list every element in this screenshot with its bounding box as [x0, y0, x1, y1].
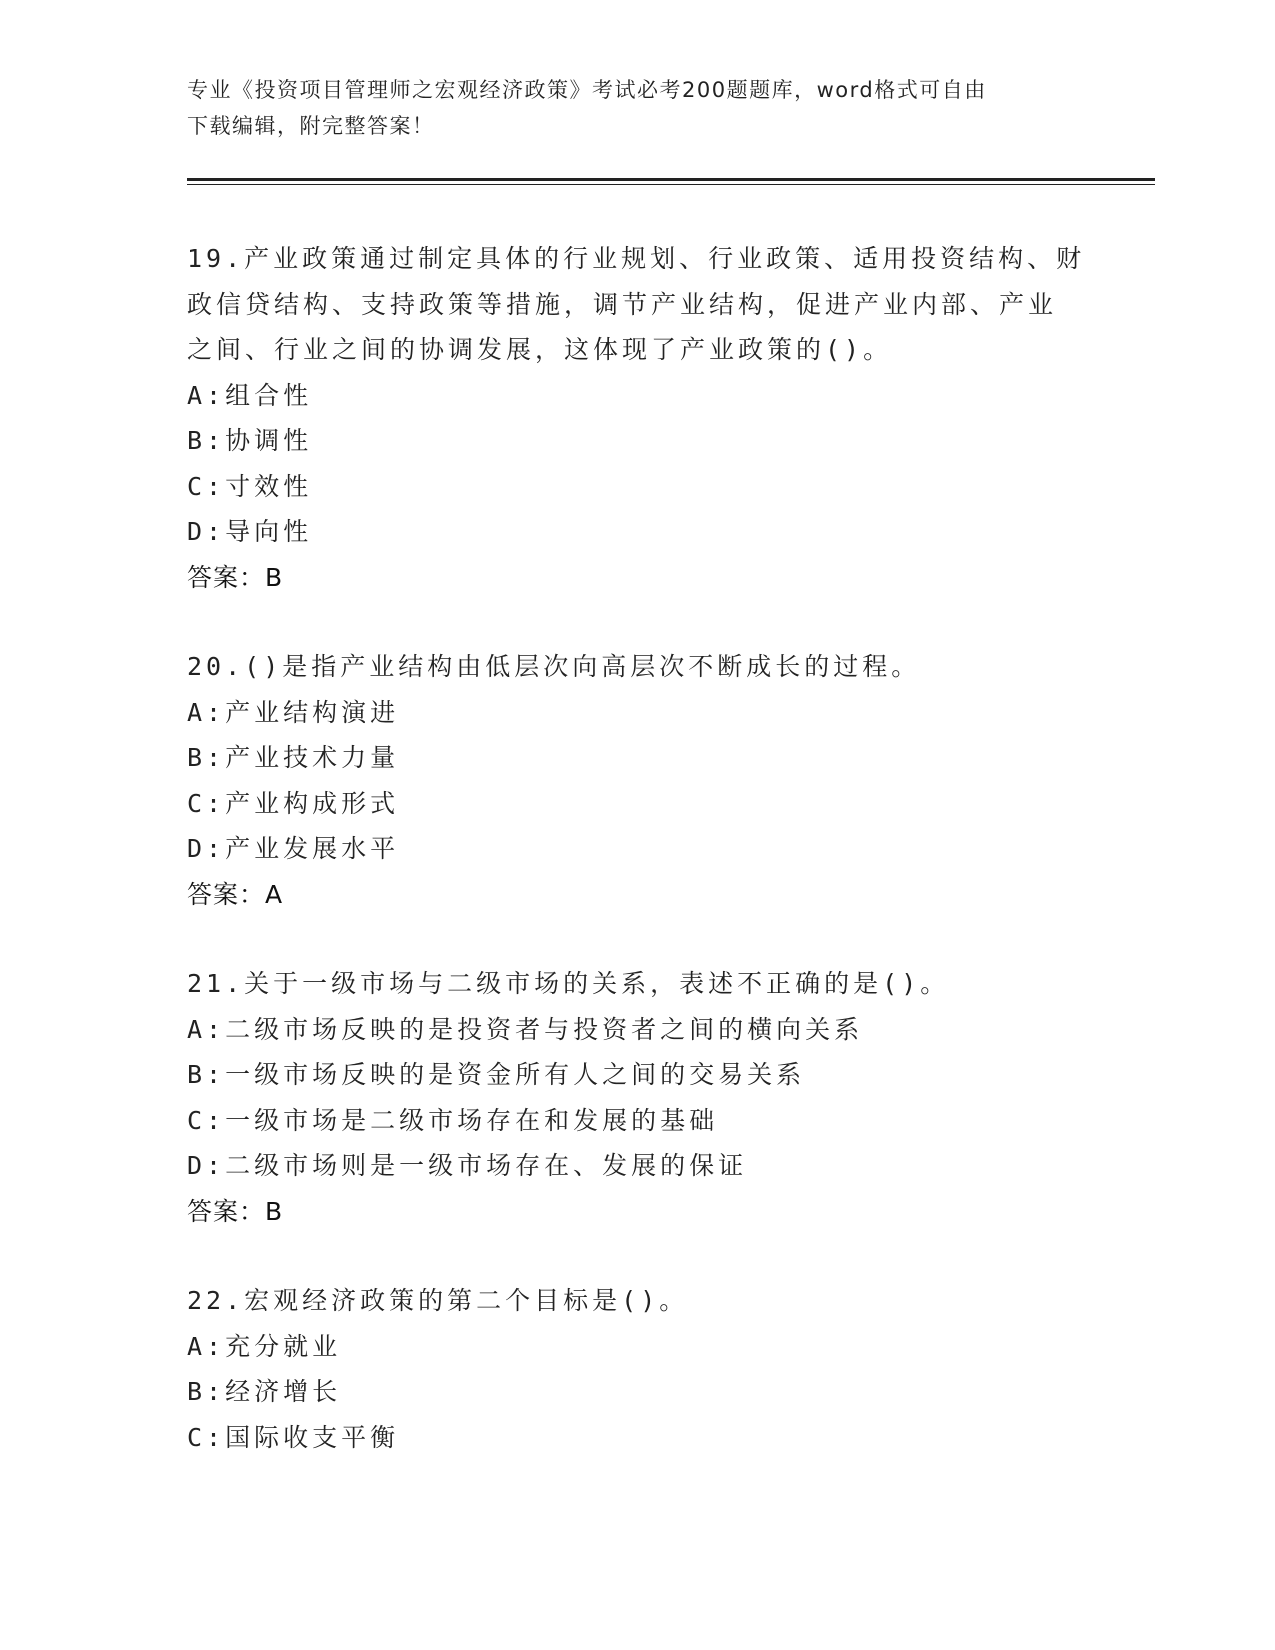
option-b: B:经济增长	[187, 1377, 342, 1406]
option-a: A:组合性	[187, 380, 313, 410]
question-stem-line: 20.()是指产业结构由低层次向高层次不断成长的过程。	[187, 652, 921, 681]
option-b: B:产业技术力量	[187, 743, 400, 772]
question-20	[187, 644, 1087, 917]
option-a: A:二级市场反映的是投资者与投资者之间的横向关系	[187, 1014, 864, 1044]
answer: 答案：A	[187, 879, 284, 909]
answer: 答案：B	[187, 1196, 284, 1226]
option-b: B:一级市场反映的是资金所有人之间的交易关系	[187, 1060, 806, 1089]
option-a: A:产业结构演进	[187, 697, 400, 727]
header-line-2: 下载编辑，附完整答案！	[187, 114, 435, 138]
option-a: A:充分就业	[187, 1331, 342, 1361]
document-header	[187, 72, 1087, 144]
header-line-1: 专业《投资项目管理师之宏观经济政策》考试必考200题题库，word格式可自由	[187, 78, 987, 102]
question-stem-line: 政信贷结构、支持政策等措施，调节产业结构，促进产业内部、产业	[187, 289, 1058, 319]
header-rule-thick	[187, 178, 1155, 181]
question-list	[187, 236, 1087, 1504]
question-22	[187, 1278, 1087, 1460]
question-19	[187, 236, 1087, 600]
question-stem-line: 19.产业政策通过制定具体的行业规划、行业政策、适用投资结构、财	[187, 244, 1086, 273]
option-b: B:协调性	[187, 426, 313, 455]
option-c: C:寸效性	[187, 471, 313, 501]
header-rule-thin	[187, 184, 1155, 185]
answer: 答案：B	[187, 562, 284, 592]
option-d: D:导向性	[187, 517, 313, 546]
question-stem-line: 22.宏观经济政策的第二个目标是()。	[187, 1286, 689, 1315]
question-21	[187, 961, 1087, 1234]
option-c: C:产业构成形式	[187, 788, 400, 818]
option-c: C:国际收支平衡	[187, 1422, 400, 1452]
option-d: D:二级市场则是一级市场存在、发展的保证	[187, 1151, 748, 1180]
question-stem-line: 之间、行业之间的协调发展，这体现了产业政策的()。	[187, 335, 893, 364]
option-d: D:产业发展水平	[187, 834, 400, 863]
question-stem-line: 21.关于一级市场与二级市场的关系，表述不正确的是()。	[187, 969, 950, 998]
option-c: C:一级市场是二级市场存在和发展的基础	[187, 1105, 719, 1135]
